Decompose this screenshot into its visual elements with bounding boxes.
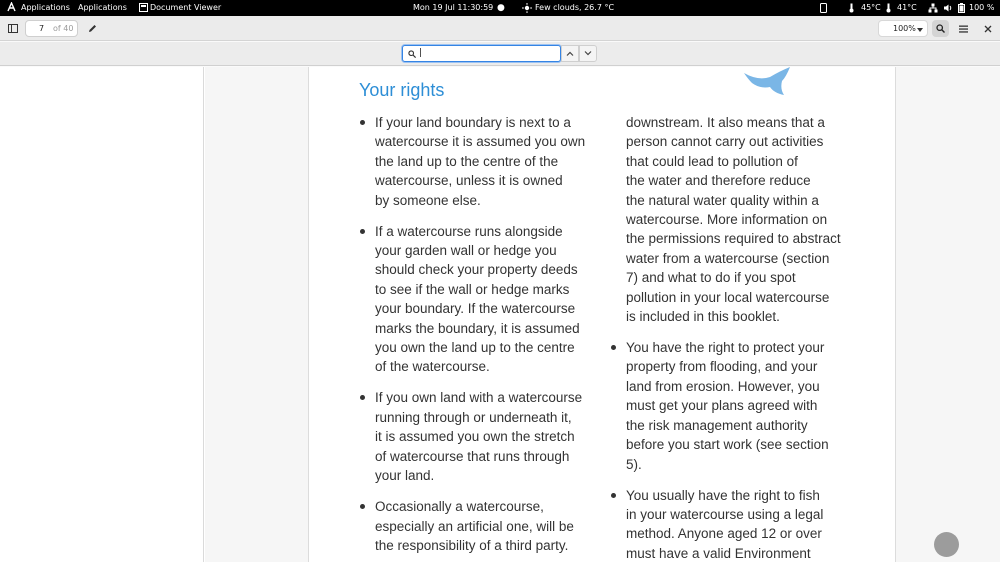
text-line: the water and therefore reduce: [626, 173, 811, 189]
bird-logo-icon: [740, 67, 800, 97]
text-line: it is assumed you own the stretch: [375, 429, 575, 445]
bullet-list-item: [359, 113, 604, 210]
close-icon: [984, 25, 992, 33]
search-icon: [408, 50, 416, 58]
battery-level: 100 %: [969, 3, 995, 12]
text-line: especially an artificial one, will be: [375, 518, 574, 534]
page-number-field[interactable]: [25, 20, 78, 37]
text-line: is included in this booklet.: [626, 309, 780, 325]
page-total: of 40: [53, 24, 74, 33]
battery-icon[interactable]: [958, 0, 965, 16]
text-line: watercourse it is assumed you own: [375, 134, 586, 150]
chevron-down-icon: [584, 51, 592, 56]
bullet-list-item: [359, 222, 604, 377]
network-icon[interactable]: [928, 0, 938, 16]
bullet-icon: [360, 229, 365, 234]
text-line: watercourse, unless it is owned: [375, 173, 563, 189]
document-viewer-area[interactable]: [0, 67, 1000, 562]
sidebar-icon: [8, 24, 18, 33]
text-line: land from erosion. However, you: [626, 378, 820, 394]
text-line: the natural water quality within a: [626, 192, 819, 208]
find-next-button[interactable]: [579, 45, 597, 62]
clock[interactable]: Mon 19 Jul 11:30:59: [413, 3, 494, 12]
active-app-label[interactable]: Document Viewer: [150, 3, 222, 12]
scroll-indicator-button[interactable]: [934, 532, 959, 557]
text-line: should check your property deeds: [375, 262, 578, 278]
viewer-header-bar: [0, 16, 1000, 41]
text-line: must get your plans agreed with: [626, 398, 818, 414]
text-line: If your land boundary is next to a: [375, 115, 571, 130]
close-window-button[interactable]: [979, 20, 996, 37]
text-line: 7) and what to do if you spot: [626, 270, 796, 286]
section-heading: Your rights: [359, 80, 445, 100]
bullet-icon: [360, 395, 365, 400]
cpu-temp: 45°C: [861, 3, 881, 12]
applications-menu-2[interactable]: Applications: [78, 3, 127, 12]
thermometer-icon-2: [886, 0, 891, 16]
system-top-bar: [0, 0, 1000, 16]
right-page-gutter: [895, 67, 1000, 562]
text-line: method. Anyone aged 12 or over: [626, 526, 822, 542]
text-line: If a watercourse runs alongside: [375, 223, 563, 239]
main-menu-button[interactable]: [955, 20, 972, 37]
zoom-value: 100%: [893, 24, 916, 33]
phone-icon[interactable]: [820, 0, 827, 16]
bullet-list-item: [610, 338, 860, 474]
search-toggle-button[interactable]: [932, 20, 949, 37]
bullet-list-item: [359, 497, 604, 555]
distro-logo-icon[interactable]: [6, 0, 17, 16]
weather-icon: [522, 0, 532, 16]
text-line: 5).: [626, 456, 642, 472]
chevron-down-icon: [917, 28, 923, 32]
right-column: [610, 113, 860, 562]
zoom-dropdown[interactable]: [878, 20, 928, 37]
weather-label[interactable]: Few clouds, 26.7 °C: [535, 3, 615, 12]
annotate-button[interactable]: [84, 20, 101, 37]
bullet-list-item: [610, 486, 860, 562]
left-column: [359, 113, 604, 562]
text-line: that could lead to pollution of: [626, 153, 798, 169]
gpu-temp: 41°C: [897, 3, 917, 12]
text-line: the responsibility of a third party.: [375, 537, 569, 553]
text-line: of the watercourse.: [375, 359, 490, 375]
left-page-gutter: [205, 67, 309, 562]
search-icon: [936, 24, 945, 33]
volume-icon[interactable]: [943, 0, 953, 16]
bullet-icon: [611, 493, 616, 498]
document-viewer-app-icon: [139, 0, 148, 16]
text-line: person cannot carry out activities: [626, 134, 824, 150]
text-line: you own the land up to the centre: [375, 340, 575, 356]
text-line: must have a valid Environment: [626, 545, 811, 561]
search-query[interactable]: |: [419, 48, 423, 58]
sidebar-panel[interactable]: [0, 67, 204, 562]
text-line: your boundary. If the watercourse: [375, 301, 576, 317]
sidebar-toggle-button[interactable]: [4, 20, 21, 37]
bullet-icon: [360, 504, 365, 509]
applications-menu[interactable]: Applications: [21, 3, 70, 12]
text-line: downstream. It also means that a: [626, 115, 825, 130]
text-line: by someone else.: [375, 192, 481, 208]
text-line: marks the boundary, it is assumed: [375, 320, 580, 336]
text-line: your garden wall or hedge you: [375, 243, 557, 259]
search-input[interactable]: [402, 45, 561, 62]
notification-dot-icon: ●: [497, 3, 505, 13]
text-line: You have the right to protect your: [626, 340, 825, 356]
text-line: the permissions required to abstract: [626, 231, 841, 247]
thermometer-icon: [849, 0, 854, 16]
text-line: pollution in your local watercourse: [626, 289, 830, 305]
bullet-list-item: [359, 388, 604, 485]
text-line: in your watercourse using a legal: [626, 506, 824, 522]
bullet-icon: [611, 345, 616, 350]
paragraph-continuation: [610, 113, 860, 326]
text-line: the risk management authority: [626, 417, 808, 433]
current-page[interactable]: 7: [39, 24, 45, 33]
text-line: Occasionally a watercourse,: [375, 499, 544, 515]
text-line: property from flooding, and your: [626, 359, 818, 375]
text-line: If you own land with a watercourse: [375, 390, 583, 406]
find-bar: [0, 42, 1000, 66]
text-line: to see if the wall or hedge marks: [375, 281, 570, 297]
text-line: running through or underneath it,: [375, 409, 572, 425]
text-line: before you start work (see section: [626, 437, 829, 453]
chevron-up-icon: [566, 51, 574, 56]
text-line: your land.: [375, 468, 435, 484]
document-page[interactable]: [310, 67, 895, 562]
find-previous-button[interactable]: [561, 45, 579, 62]
text-line: You usually have the right to fish: [626, 487, 820, 503]
bullet-icon: [360, 120, 365, 125]
text-line: watercourse. More information on: [626, 212, 828, 228]
text-line: the land up to the centre of the: [375, 153, 559, 169]
hamburger-icon: [959, 25, 968, 33]
text-line: water from a watercourse (section: [626, 250, 830, 266]
pencil-icon: [88, 24, 97, 33]
text-line: of watercourse that runs through: [375, 448, 570, 464]
